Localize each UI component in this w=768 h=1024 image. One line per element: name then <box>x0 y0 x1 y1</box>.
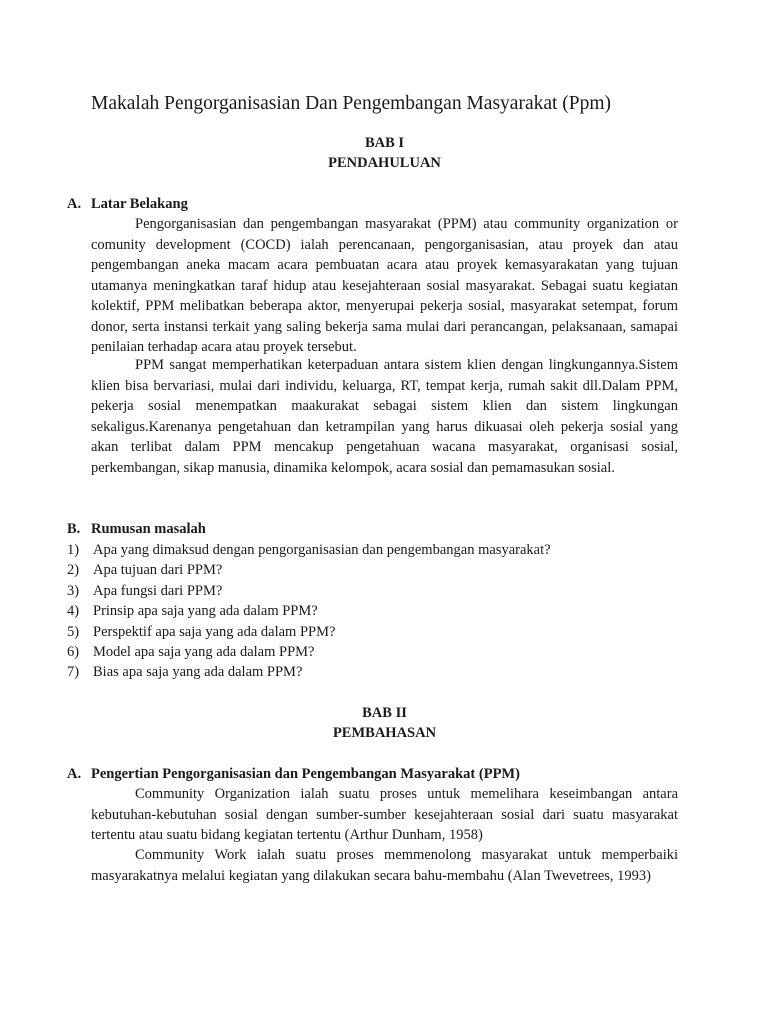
list-item <box>67 581 551 601</box>
paragraph: PPM sangat memperhatikan keterpaduan antara sistem klien dengan lingkungannya.Sistem klien bisa bervariasi, mulai dari individu, keluarga, RT, tempat kerja, rumah sakit dll.Dalam PPM, pekerja sosial menempatkan maakurakat sebagai sistem klien dan sistem lingkungan sekaligus.Karenanya pengetahuan dan ketrampilan yang harus dikuasai oleh pekerja sosial yang akan terlibat dalam PPM mencakup pengetahuan wacana masyarakat, organisasi sosial, perkembangan, sikap manusia, dinamika kelompok, acara sosial dan pemamasukan sosial. <box>91 357 678 476</box>
list-text: Apa fungsi dari PPM? <box>93 582 223 599</box>
list-text: Apa yang dimaksud dengan pengorganisasian dan pengembangan masyarakat? <box>93 542 551 558</box>
paragraph: Pengorganisasian dan pengembangan masyarakat (PPM) atau community organization or comunity development (COCD) ialah perencanaan, pengorganisasian, atau proyek dan atau pengembangan aneka macam acara pembuatan acara atau proyek kemasyarakatan yang tujuan utamanya meningkatkan taraf hidup atau kesejahteraan sosial masyarakat. Sebagai suatu kegiatan kolektif, PPM melibatkan beberapa aktor, menyerupai pekerja sosial, masyarakat setempat, forum donor, serta instansi terkait yang saling bekerja sama mulai dari perancangan, pelaksanaan, samapai penilaian terhadap acara atau proyek tersebut. <box>91 216 678 355</box>
section-title: Pengertian Pengorganisasian dan Pengembangan Masyarakat (PPM) <box>91 766 520 782</box>
section-title: Rumusan masalah <box>91 521 206 537</box>
section-heading-pengertian-ppm <box>67 764 520 784</box>
list-item <box>67 560 551 580</box>
list-text: Prinsip apa saja yang ada dalam PPM? <box>93 603 318 620</box>
list-text: Apa tujuan dari PPM? <box>93 562 223 579</box>
section-letter: A. <box>67 196 82 212</box>
paragraph: Community Organization ialah suatu proses untuk memelihara keseimbangan antara kebutuhan-kebutuhan sosial dengan sumber-sumber kesejahteraan sosial dari suatu masyarakat tertentu atau suatu bidang kegiatan tertentu (Arthur Dunham, 1958) <box>91 786 678 843</box>
chapter-label: BAB II <box>362 705 407 721</box>
chapter-heading: PENDAHULUAN <box>328 155 441 171</box>
paragraph: Community Work ialah suatu proses memmenolong masyarakat untuk memperbaiki masyarakatnya melalui kegiatan yang dilakukan secara bahu-membahu (Alan Twevetrees, 1993) <box>91 847 678 884</box>
section-letter: A. <box>67 766 82 782</box>
list-number: 7) <box>67 664 80 681</box>
chapter-label: BAB I <box>364 135 405 151</box>
section-heading-rumusan-masalah <box>67 519 206 539</box>
list-item <box>67 540 551 560</box>
list-text: Bias apa saja yang ada dalam PPM? <box>93 664 303 681</box>
section-letter: B. <box>67 521 81 537</box>
list-number: 6) <box>67 643 80 660</box>
list-item <box>67 662 551 682</box>
list-item <box>67 601 551 621</box>
list-number: 4) <box>67 603 80 620</box>
document-title: Makalah Pengorganisasian Dan Pengembangan Masyarakat (Ppm) <box>91 93 612 114</box>
list-number: 2) <box>67 562 80 579</box>
list-text: Model apa saja yang ada dalam PPM? <box>93 643 315 660</box>
question-list <box>67 540 551 683</box>
section-title: Latar Belakang <box>91 196 188 212</box>
list-item <box>67 622 551 642</box>
list-number: 3) <box>67 582 80 599</box>
list-number: 5) <box>67 623 80 640</box>
list-number: 1) <box>67 542 80 558</box>
list-item <box>67 642 551 662</box>
section-heading-latar-belakang <box>67 194 188 214</box>
list-text: Perspektif apa saja yang ada dalam PPM? <box>93 623 336 640</box>
chapter-heading: PEMBAHASAN <box>332 725 437 741</box>
